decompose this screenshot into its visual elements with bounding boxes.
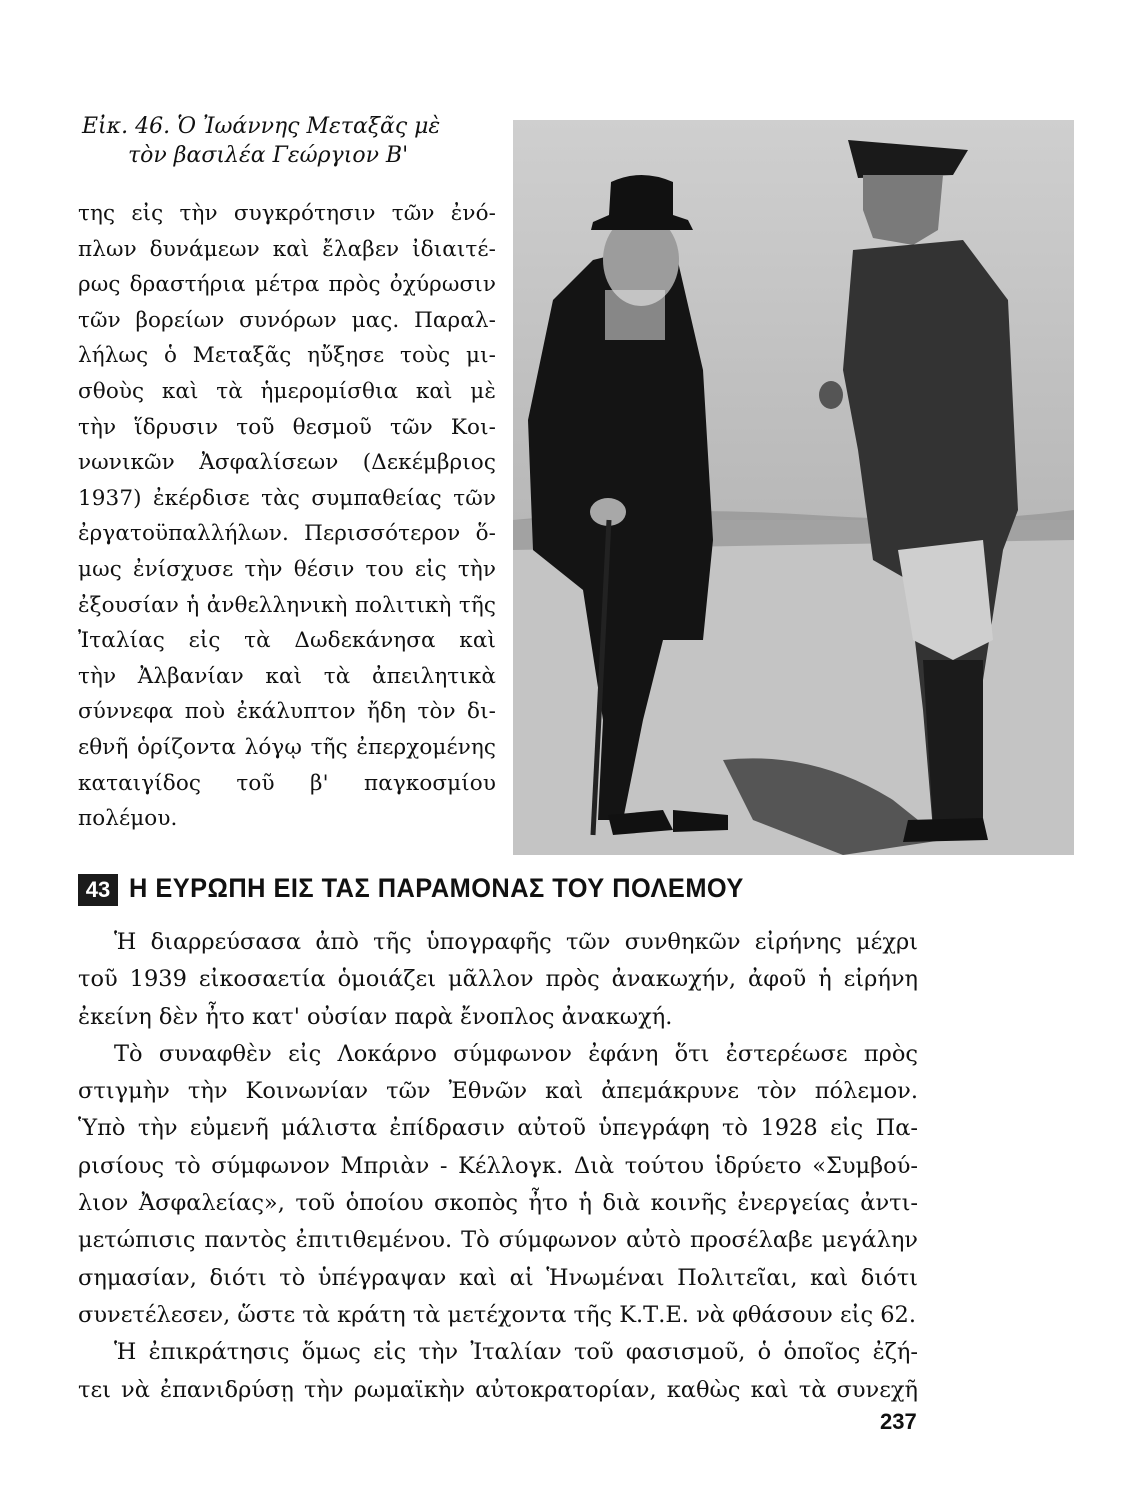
text-line: Ἰταλίας εἰς τὰ Δωδεκάνησα καὶ <box>78 628 496 654</box>
text-line: 1937) ἐκέρδισε τὰς συμπαθείας τῶν <box>78 485 496 511</box>
text-line: συνετέλεσεν, ὥστε τὰ κράτη τὰ μετέχοντα τῆς Κ.Τ.Ε. νὰ φθάσουν εἰς 62. <box>78 1301 917 1328</box>
text-line: τὴν ἵδρυσιν τοῦ θεσμοῦ τῶν Κοι- <box>78 414 496 440</box>
text-line: στιγμὴν τὴν Κοινωνίαν τῶν Ἐθνῶν καὶ ἀπεμάκρυνε τὸν πόλεμον. <box>78 1078 918 1105</box>
text-line: εθνῆ ὁρίζοντα λόγῳ τῆς ἐπερχομένης <box>78 734 496 760</box>
text-line: σύννεφα ποὺ ἐκάλυπτον ἤδη τὸν δι- <box>78 699 496 725</box>
text-line: ρισίους τὸ σύμφωνον Μπριὰν - Κέλλογκ. Διὰ τούτου ἱδρύετο «Συμβού- <box>78 1152 918 1179</box>
caption-line: Εἰκ. 46. Ὁ Ἰωάννης Μεταξᾶς μὲ <box>82 114 441 139</box>
side-text-column <box>78 196 496 837</box>
text-line: Ἡ ἐπικράτησις ὅμως εἰς τὴν Ἰταλίαν τοῦ φασισμοῦ, ὁ ὁποῖος ἐζή- <box>114 1339 918 1366</box>
text-line: σημασίαν, διότι τὸ ὑπέγραψαν καὶ αἱ Ἡνωμέναι Πολιτεῖαι, καὶ διότι <box>78 1264 918 1291</box>
section-number-badge: 43 <box>78 874 118 906</box>
text-line: τοῦ 1939 εἰκοσαετία ὁμοιάζει μᾶλλον πρὸς ἀνακωχήν, ἀφοῦ ἡ εἰρήνη <box>78 966 918 993</box>
text-line: πλων δυνάμεων καὶ ἔλαβεν ἰδιαιτέ- <box>78 236 496 262</box>
text-line: ἐκείνη δὲν ἦτο κατ' οὐσίαν παρὰ ἔνοπλος ἀνακωχή. <box>78 1003 673 1030</box>
text-line: Ὑπὸ τὴν εὐμενῆ μάλιστα ἐπίδρασιν αὐτοῦ ὑπεγράφη τὸ 1928 εἰς Πα- <box>78 1115 918 1142</box>
text-line: νωνικῶν Ἀσφαλίσεων (Δεκέμβριος <box>78 450 496 476</box>
text-line: μετώπισις παντὸς ἐπιτιθεμένου. Τὸ σύμφωνον αὐτὸ προσέλαβε μεγάλην <box>78 1227 918 1254</box>
text-line: μως ἐνίσχυσε τὴν θέσιν του εἰς τὴν <box>78 556 496 582</box>
text-line: τῶν βορείων συνόρων μας. Παραλ- <box>78 307 496 333</box>
figure-photograph <box>513 120 1074 855</box>
text-line: λήλως ὁ Μεταξᾶς ηὔξησε τοὺς μι- <box>78 343 496 369</box>
text-line: τει νὰ ἐπανιδρύσῃ τὴν ρωμαϊκὴν αὐτοκρατορίαν, καθὼς καὶ τὰ συνεχῆ <box>78 1376 918 1403</box>
figure-caption <box>82 112 492 170</box>
text-line: ἐξουσίαν ἡ ἀνθελληνικὴ πολιτικὴ τῆς <box>78 592 496 618</box>
section-title: Η ΕΥΡΩΠΗ ΕΙΣ ΤΑΣ ΠΑΡΑΜΟΝΑΣ ΤΟΥ ΠΟΛΕΜΟΥ <box>129 873 744 903</box>
text-line: ἐργατοϋπαλλήλων. Περισσότερον ὅ- <box>78 521 496 547</box>
text-line: σθοὺς καὶ τὰ ἡμερομίσθια καὶ μὲ <box>78 378 496 404</box>
page-number: 237 <box>880 1409 917 1434</box>
text-line: λιον Ἀσφαλείας», τοῦ ὁποίου σκοπὸς ἦτο ἡ διὰ κοινῆς ἐνεργείας ἀντι- <box>78 1190 918 1217</box>
text-line: τὴν Ἀλβανίαν καὶ τὰ ἀπειλητικὰ <box>78 663 496 689</box>
text-line: Τὸ συναφθὲν εἰς Λοκάρνο σύμφωνον ἐφάνη ὅτι ἐστερέωσε πρὸς <box>114 1040 918 1067</box>
text-line: ρως δραστήρια μέτρα πρὸς ὀχύρωσιν <box>78 272 496 298</box>
text-line: Ἡ διαρρεύσασα ἀπὸ τῆς ὑπογραφῆς τῶν συνθηκῶν εἰρήνης μέχρι <box>114 929 918 955</box>
section-heading <box>78 874 918 912</box>
body-text <box>78 924 918 1409</box>
caption-line: τὸν βασιλέα Γεώργιον Β' <box>128 143 409 168</box>
text-line: της εἰς τὴν συγκρότησιν τῶν ἐνό- <box>78 201 496 226</box>
text-line: πολέμου. <box>78 806 178 832</box>
text-line: καταιγίδος τοῦ β' παγκοσμίου <box>78 770 496 796</box>
